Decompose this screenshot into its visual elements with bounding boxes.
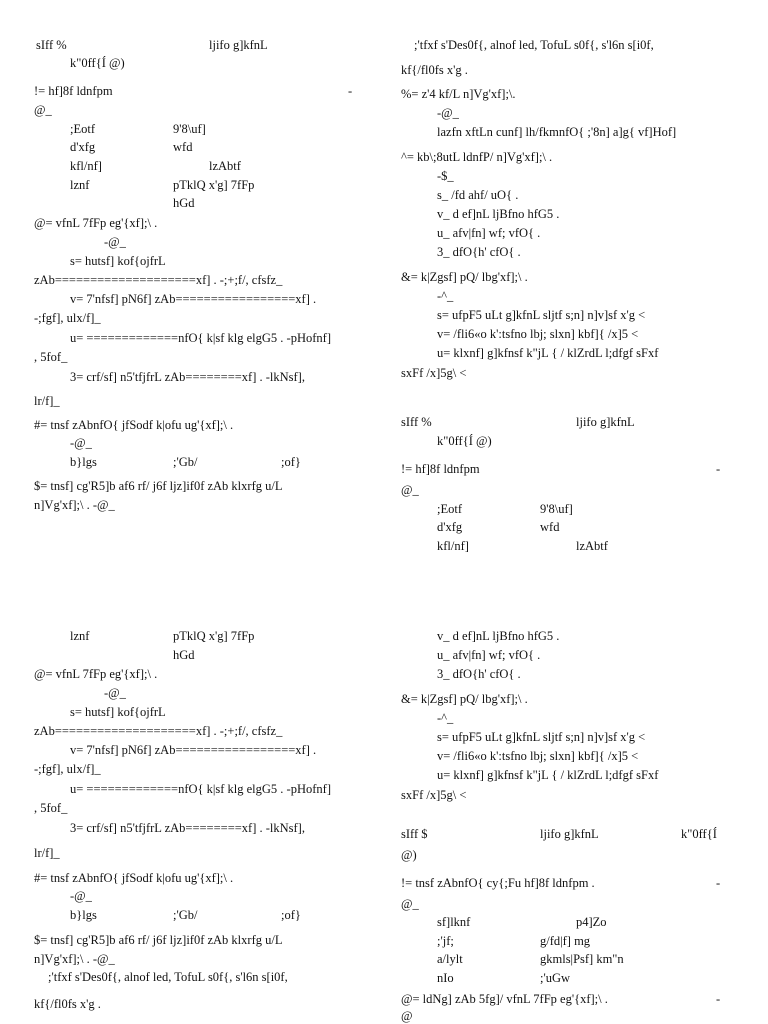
page-break-gap bbox=[0, 560, 768, 620]
question-7-p2: &= k|Zgsf] pQ/ lbg'xf];\ . bbox=[401, 692, 528, 706]
match-c-right-1: p4]Zo bbox=[576, 915, 607, 929]
question-2b-cont: -;fgf], ulx/f]_ bbox=[34, 311, 101, 325]
question-2-c-marks: @ bbox=[401, 1009, 413, 1023]
question-4: $= tnsf] cg'R5]b af6 rf/ j6f ljz]if0f zAb klxrfg u/L bbox=[34, 479, 283, 493]
question-2c: u= =============nfO{ k|sf klg elgG5 . -pHofnf] bbox=[70, 331, 331, 345]
question-7c-p2: u= klxnf] g]kfnsf k"jL { / klZrdL l;dfgf sFxf bbox=[437, 768, 659, 782]
question-3: #= tnsf zAbnfO{ jfSodf k|ofu ug'{xf];\ . bbox=[34, 418, 234, 432]
subject-label-2: ljifo g]kfnL bbox=[576, 415, 635, 429]
full-marks-2: k"0ff{Í @) bbox=[437, 434, 492, 448]
full-marks: k"0ff{Í @) bbox=[70, 56, 125, 70]
question-2: @= vfnL 7fFp eg'{xf];\ . bbox=[34, 216, 158, 230]
question-2a-cont-p2: zAb====================xf] . -;+;f/, cfsfz_ bbox=[34, 724, 283, 738]
match-b-left-2: d'xfg bbox=[437, 520, 463, 534]
question-2d-cont-p2: lr/f]_ bbox=[34, 846, 60, 860]
question-6b-p2: v_ d ef]nL ljBfno hfG5 . bbox=[437, 629, 560, 643]
match-right-1: 9'8\uf] bbox=[173, 122, 206, 136]
question-2b-cont-p2: -;fgf], ulx/f]_ bbox=[34, 762, 101, 776]
question-7b-p2: v= /fli6«o k':tsfno lbj; slxn] kbf]{ /x]5 < bbox=[437, 749, 639, 763]
match-left-1: ;Eotf bbox=[70, 122, 95, 136]
question-1-b: != hf]8f ldnfpm bbox=[401, 462, 480, 476]
match-c-left-3: a/lylt bbox=[437, 952, 463, 966]
question-6d: 3_ dfO{h' cfO{ . bbox=[437, 245, 521, 259]
word-2: ;'Gb/ bbox=[173, 455, 198, 469]
question-2b-p2: v= 7'nfsf] pN6f] zAb=================xf] . bbox=[70, 743, 317, 757]
match-c-left-2: ;'jf; bbox=[437, 934, 454, 948]
match-left-3: kfl/nf] bbox=[70, 159, 102, 173]
match-b-left-1: ;Eotf bbox=[437, 502, 462, 516]
passage-line-1-p2: ;'tfxf s'Des0f{, alnof led, TofuL s0f{, s'l6n s[i0f, bbox=[48, 970, 288, 984]
question-1: != hf]8f ldnfpm bbox=[34, 84, 113, 98]
question-1-b-marks: @_ bbox=[401, 483, 419, 497]
passage-line-1: ;'tfxf s'Des0f{, alnof led, TofuL s0f{, s'l6n s[i0f, bbox=[414, 38, 654, 52]
question-1-marks: @_ bbox=[34, 103, 52, 117]
passage-line-2: kf{/fl0fs x'g . bbox=[401, 63, 468, 77]
word-3-p2: ;of} bbox=[281, 908, 301, 922]
match-left-4-p2: lznf bbox=[70, 629, 90, 643]
match-c-right-2: g/fd|f] mg bbox=[540, 934, 591, 948]
question-7-marks-p2: -^_ bbox=[437, 711, 454, 725]
question-6d-p2: 3_ dfO{h' cfO{ . bbox=[437, 667, 521, 681]
question-2-c-dash: - bbox=[716, 992, 721, 1006]
question-2c-cont-p2: , 5fof_ bbox=[34, 801, 68, 815]
match-right-2: wfd bbox=[173, 140, 193, 154]
question-1-dash: - bbox=[348, 84, 353, 98]
question-2d-p2: 3= crf/sf] n5'tfjfrL zAb========xf] . -lkNsf], bbox=[70, 821, 305, 835]
question-2a: s= hutsf] kof{ojfrL bbox=[70, 254, 166, 268]
question-7c: u= klxnf] g]kfnsf k"jL { / klZrdL l;dfgf sFxf bbox=[437, 346, 659, 360]
question-1-b-dash: - bbox=[716, 462, 721, 476]
question-1-c: != tnsf zAbnfO{ cy{;Fu hf]8f ldnfpm . bbox=[401, 876, 595, 890]
question-2-p2: @= vfnL 7fFp eg'{xf];\ . bbox=[34, 667, 158, 681]
question-6c: u_ afv|fn] wf; vfO{ . bbox=[437, 226, 541, 240]
full-marks-3-value: @) bbox=[401, 848, 417, 862]
match-b-right-2: wfd bbox=[540, 520, 560, 534]
question-4-p2: $= tnsf] cg'R5]b af6 rf/ j6f ljz]if0f zAb klxrfg u/L bbox=[34, 933, 283, 947]
question-2b: v= 7'nfsf] pN6f] zAb=================xf] . bbox=[70, 292, 317, 306]
question-2-marks-p2: -@_ bbox=[104, 686, 126, 700]
question-6a: s_ /fd ahf/ uO{ . bbox=[437, 188, 519, 202]
question-6-marks: -$_ bbox=[437, 169, 454, 183]
match-c-left-4: nIo bbox=[437, 971, 454, 985]
passage-line-2-p2: kf{/fl0fs x'g . bbox=[34, 997, 101, 1011]
question-6: ^= kb\;8utL ldnfP/ n]Vg'xf];\ . bbox=[401, 150, 553, 164]
word-1: b}lgs bbox=[70, 455, 97, 469]
question-7b: v= /fli6«o k':tsfno lbj; slxn] kbf]{ /x]5 < bbox=[437, 327, 639, 341]
question-7: &= k|Zgsf] pQ/ lbg'xf];\ . bbox=[401, 270, 528, 284]
question-2-c: @= ldNg] zAb 5fg]/ vfnL 7fFp eg'{xf];\ . bbox=[401, 992, 608, 1006]
word-1-p2: b}lgs bbox=[70, 908, 97, 922]
question-7a: s= ufpF5 uLt g]kfnL sljtf s;n] n]v]sf x'g < bbox=[437, 308, 646, 322]
question-2c-p2: u= =============nfO{ k|sf klg elgG5 . -pHofnf] bbox=[70, 782, 331, 796]
word-2-p2: ;'Gb/ bbox=[173, 908, 198, 922]
question-2d: 3= crf/sf] n5'tfjfrL zAb========xf] . -lkNsf], bbox=[70, 370, 305, 384]
question-4-cont-p2: n]Vg'xf];\ . -@_ bbox=[34, 952, 115, 966]
question-5: %= z'4 kf/L n]Vg'xf];\. bbox=[401, 87, 516, 101]
class-label-2: sIff % bbox=[401, 415, 432, 429]
question-3-marks-p2: -@_ bbox=[70, 889, 92, 903]
question-1-c-marks: @_ bbox=[401, 897, 419, 911]
question-2a-p2: s= hutsf] kof{ojfrL bbox=[70, 705, 166, 719]
match-c-right-4: ;'uGw bbox=[540, 971, 571, 985]
question-2a-cont: zAb====================xf] . -;+;f/, cfsfz_ bbox=[34, 273, 283, 287]
match-right-5-p2: hGd bbox=[173, 648, 195, 662]
class-label: sIff % bbox=[36, 38, 67, 52]
match-left-2: d'xfg bbox=[70, 140, 96, 154]
question-5-marks: -@_ bbox=[437, 106, 459, 120]
question-7c-cont: sxFf /x]5g\ < bbox=[401, 366, 467, 380]
match-left-4: lznf bbox=[70, 178, 90, 192]
question-7c-cont-p2: sxFf /x]5g\ < bbox=[401, 788, 467, 802]
match-right-4-p2: pTklQ x'g] 7fFp bbox=[173, 629, 255, 643]
class-label-3: sIff $ bbox=[401, 827, 428, 841]
subject-label-3: ljifo g]kfnL bbox=[540, 827, 599, 841]
question-2c-cont: , 5fof_ bbox=[34, 350, 68, 364]
question-2d-cont: lr/f]_ bbox=[34, 394, 60, 408]
match-b-left-3: kfl/nf] bbox=[437, 539, 469, 553]
question-1-c-dash: - bbox=[716, 876, 721, 890]
match-b-right-1: 9'8\uf] bbox=[540, 502, 573, 516]
match-right-4: pTklQ x'g] 7fFp bbox=[173, 178, 255, 192]
subject-label: ljifo g]kfnL bbox=[209, 38, 268, 52]
word-3: ;of} bbox=[281, 455, 301, 469]
question-3-p2: #= tnsf zAbnfO{ jfSodf k|ofu ug'{xf];\ . bbox=[34, 871, 234, 885]
question-5-sentence: lazfn xftLn cunf] lh/fkmnfO{ ;'8n] a]g{ vf]Hof] bbox=[437, 125, 677, 139]
match-right-3: lzAbtf bbox=[209, 159, 241, 173]
match-b-right-3: lzAbtf bbox=[576, 539, 608, 553]
question-4-cont: n]Vg'xf];\ . -@_ bbox=[34, 498, 115, 512]
question-6b: v_ d ef]nL ljBfno hfG5 . bbox=[437, 207, 560, 221]
question-2-marks: -@_ bbox=[104, 235, 126, 249]
question-7a-p2: s= ufpF5 uLt g]kfnL sljtf s;n] n]v]sf x'g < bbox=[437, 730, 646, 744]
full-marks-3: k"0ff{Í bbox=[681, 827, 717, 841]
match-c-right-3: gkmls|Psf] km"n bbox=[540, 952, 624, 966]
question-7-marks: -^_ bbox=[437, 289, 454, 303]
question-3-marks: -@_ bbox=[70, 436, 92, 450]
match-c-left-1: sf]lknf bbox=[437, 915, 471, 929]
question-6c-p2: u_ afv|fn] wf; vfO{ . bbox=[437, 648, 541, 662]
match-right-5: hGd bbox=[173, 196, 195, 210]
